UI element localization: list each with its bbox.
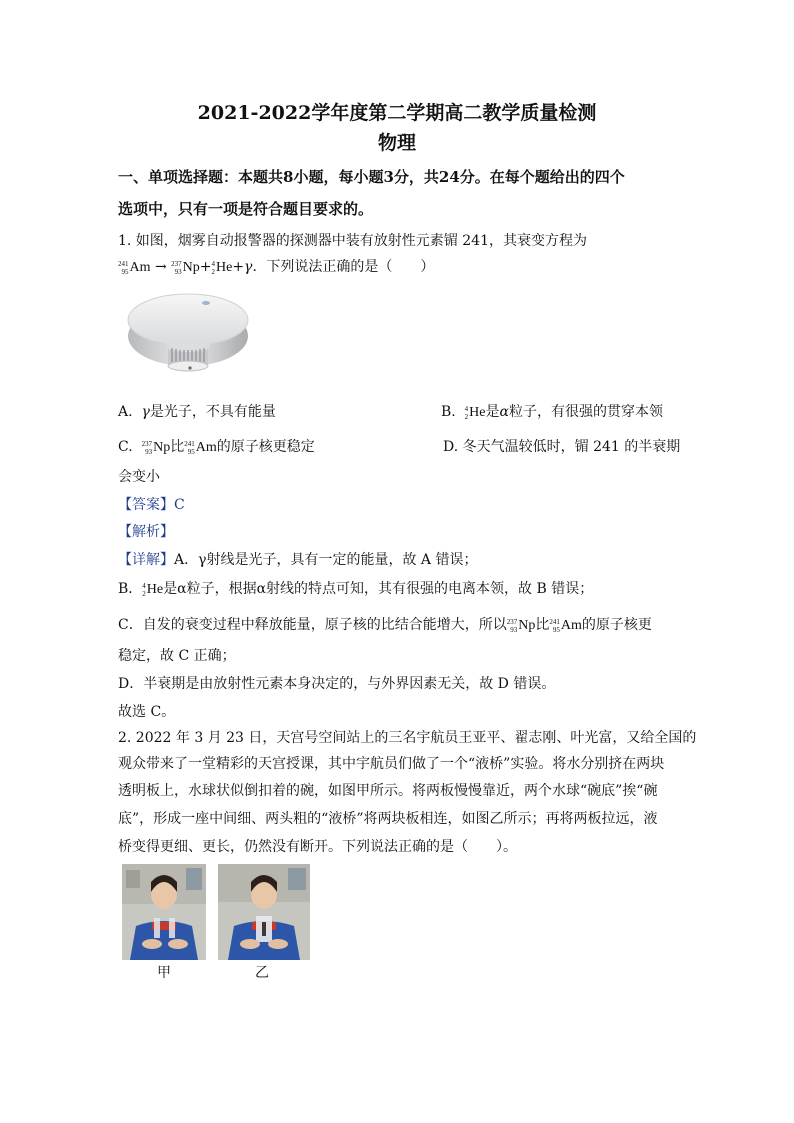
caption-yi: 乙 — [255, 965, 269, 981]
q1-option-d-cont: 会变小 — [118, 469, 160, 485]
q2-line2: 观众带来了一堂精彩的天宫授课，其中宇航员们做了一个“液桥”实验。将水分别挤在两块 — [118, 756, 665, 772]
subject-title: 物理 — [377, 132, 416, 154]
q1-option-c[interactable]: C. 237 93 Np比 241 95 Am的原子核更稳定 — [118, 439, 315, 456]
smoke-detector-image — [126, 290, 250, 386]
exam-title: 2021-2022学年度第二学期高二教学质量检测 — [197, 102, 597, 124]
nuclide-he: 4 2 He — [211, 259, 233, 276]
q1-option-d[interactable]: D. 冬天气温较低时，镅 241 的半衰期 — [443, 439, 681, 455]
photo-jia — [122, 864, 206, 960]
q1-option-a[interactable]: A. γ是光子，不具有能量 — [118, 404, 276, 420]
caption-jia: 甲 — [157, 965, 171, 981]
answer-label: 【答案】C — [118, 497, 185, 513]
nuclide-np: 237 93 Np — [171, 259, 200, 276]
detail-b: B． 4 2 He是α粒子，根据α射线的特点可知，其有很强的电离本领，故 B 错误； — [118, 581, 594, 598]
q1-stem-line1: 1. 如图，烟雾自动报警器的探测器中装有放射性元素镅 241，其衰变方程为 — [118, 233, 587, 249]
q2-line3: 透明板上，水球状似倒扣着的碗，如图甲所示。将两板慢慢靠近，两个水球“碗底”挨“碗 — [118, 783, 658, 799]
detail-a: 【详解】A．γ射线是光子，具有一定的能量，故 A 错误； — [118, 552, 478, 568]
detail-c-line2: 稳定，故 C 正确； — [118, 648, 236, 664]
q1-option-b[interactable]: B. 4 2 He是α粒子，有很强的贯穿本领 — [441, 404, 663, 421]
arrow: → — [154, 259, 167, 275]
analysis-label: 【解析】 — [118, 524, 174, 540]
nuclide-am: 241 95 Am — [118, 259, 151, 276]
q2-line4: 底”，形成一座中间细、两头粗的“液桥”将两块板相连，如图乙所示；再将两板拉远，液 — [118, 811, 658, 827]
conclusion: 故选 C。 — [118, 704, 176, 720]
q2-line5: 桥变得更细、更长，仍然没有断开。下列说法正确的是（ ）。 — [118, 839, 517, 855]
section-heading-line2: 选项中，只有一项是符合题目要求的。 — [118, 200, 374, 218]
detail-d: D．半衰期是由放射性元素本身决定的，与外界因素无关，故 D 错误。 — [118, 676, 556, 692]
section-heading-line1: 一、单项选择题：本题共8小题，每小题3分，共24分。在每个题给出的四个 — [118, 168, 625, 186]
q1-decay-equation: 241 95 Am → 237 93 Np+ 4 2 He+γ．下列说法正确的是（ ） — [118, 259, 435, 276]
q2-line1: 2. 2022 年 3 月 23 日，天宫号空间站上的三名宇航员王亚平、翟志刚、叶光富，又给全国的 — [118, 730, 697, 746]
photo-yi — [218, 864, 310, 960]
detail-c: C．自发的衰变过程中释放能量，原子核的比结合能增大，所以 237 93 Np比 241 95 Am的原子核更 — [118, 617, 652, 634]
